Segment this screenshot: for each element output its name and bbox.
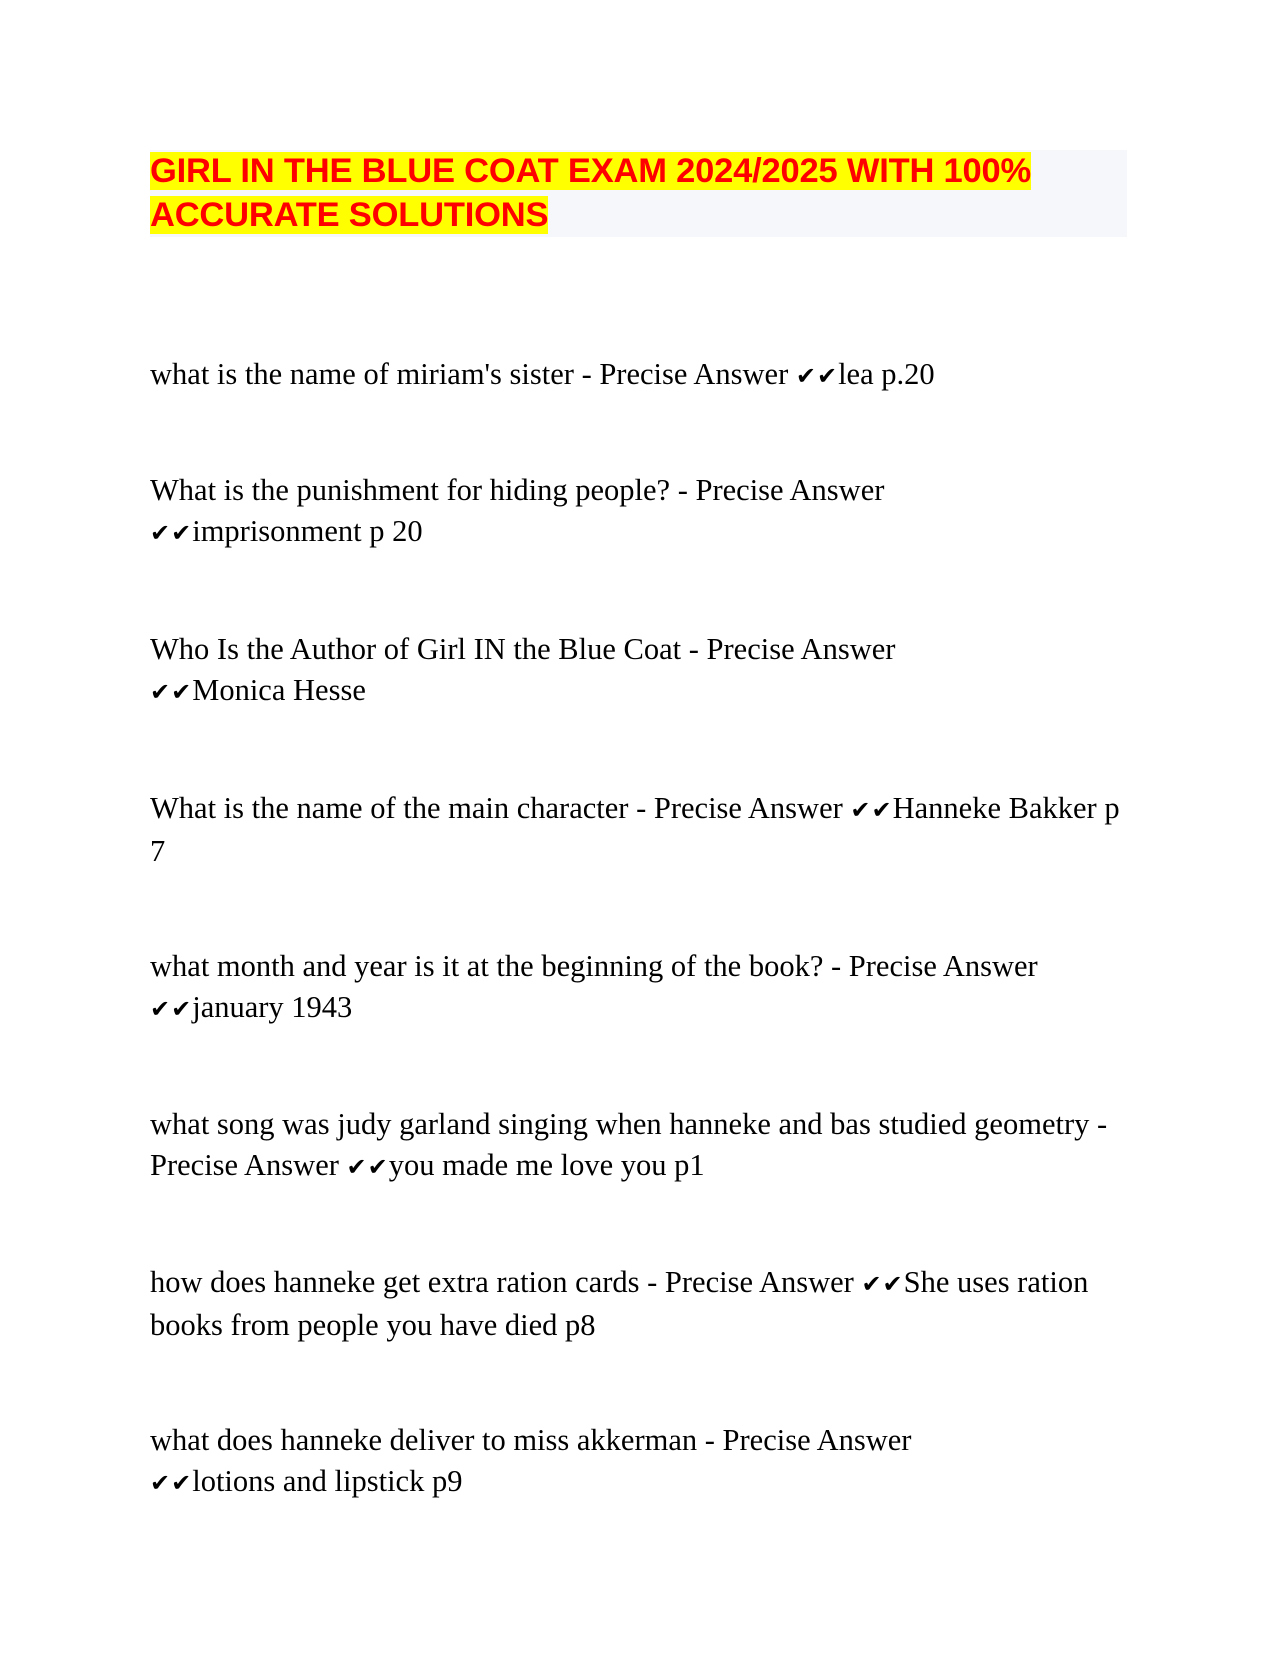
answer-text: lea p.20 <box>838 357 935 391</box>
question-text: what month and year is it at the beginning of the book? <box>150 949 824 983</box>
answer-label: - Precise Answer <box>636 791 843 825</box>
answer-text: Hanneke Bakker p 7 <box>150 791 1120 868</box>
double-check-icon: ✔✔ <box>861 1270 904 1298</box>
title-block <box>150 150 1127 237</box>
double-check-icon: ✔✔ <box>150 678 193 706</box>
qa-item-4 <box>150 788 1140 872</box>
title-highlight: GIRL IN THE BLUE COAT EXAM 2024/2025 WITH 100% ACCURATE SOLUTIONS <box>150 152 1031 234</box>
question-text: What is the name of the main character <box>150 791 629 825</box>
question-text: What is the punishment for hiding people? <box>150 473 671 507</box>
qa-item-6 <box>150 1104 1140 1188</box>
answer-label: - Precise Answer <box>150 1107 1108 1182</box>
answer-label: - Precise Answer <box>677 473 885 507</box>
answer-label: - Precise Answer <box>647 1265 854 1299</box>
double-check-icon: ✔✔ <box>150 995 193 1023</box>
double-check-icon: ✔✔ <box>150 1469 193 1497</box>
question-text: how does hanneke get extra ration cards <box>150 1265 640 1299</box>
qa-item-7 <box>150 1262 1140 1346</box>
answer-text: you made me love you p1 <box>388 1148 705 1182</box>
question-text: Who Is the Author of Girl IN the Blue Coat <box>150 632 682 666</box>
double-check-icon: ✔✔ <box>795 362 839 390</box>
answer-text: imprisonment p 20 <box>192 514 423 548</box>
qa-item-1 <box>150 354 1140 397</box>
answer-label: - Precise Answer <box>688 632 896 666</box>
answer-label: - Precise Answer <box>831 949 1038 983</box>
answer-label: - Precise Answer <box>581 357 789 391</box>
answer-text: lotions and lipstick p9 <box>192 1464 463 1498</box>
answer-text: She uses ration books from people you have died p8 <box>150 1265 1089 1342</box>
answer-text: january 1943 <box>192 990 353 1024</box>
qa-item-3 <box>150 629 1140 713</box>
question-text: what song was judy garland singing when hanneke and bas studied geometry <box>150 1107 1090 1141</box>
question-text: what does hanneke deliver to miss akkerman <box>150 1423 698 1457</box>
answer-text: Monica Hesse <box>192 673 366 707</box>
question-text: what is the name of miriam's sister <box>150 357 574 391</box>
double-check-icon: ✔✔ <box>150 519 193 547</box>
qa-item-2 <box>150 470 1140 554</box>
double-check-icon: ✔✔ <box>346 1153 389 1181</box>
qa-item-5 <box>150 946 1140 1030</box>
answer-label: - Precise Answer <box>704 1423 912 1457</box>
double-check-icon: ✔✔ <box>850 796 893 824</box>
document-title <box>150 150 1127 237</box>
qa-item-8 <box>150 1420 1140 1504</box>
